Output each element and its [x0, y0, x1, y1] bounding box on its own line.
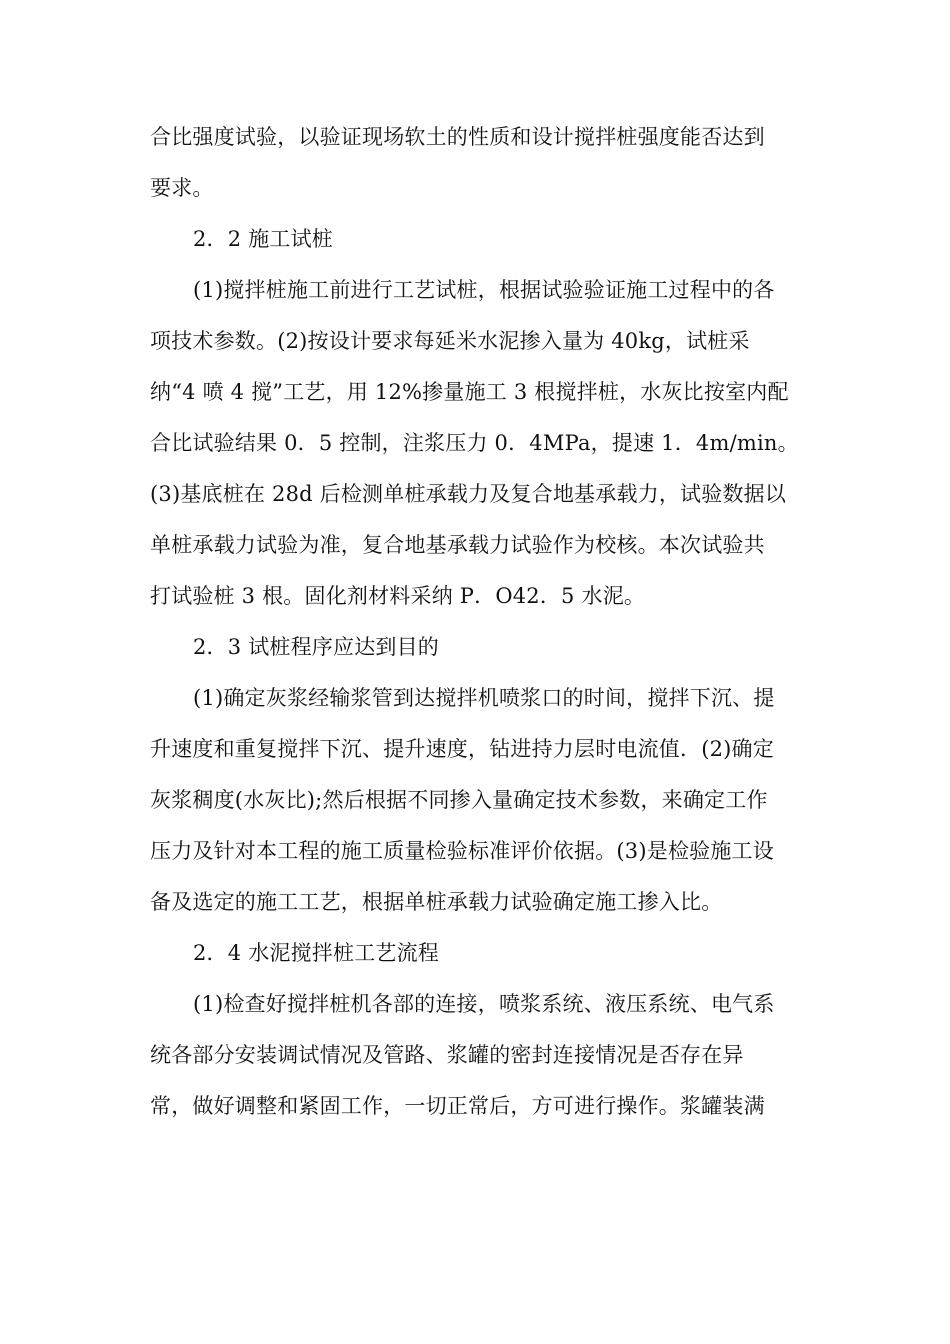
text-line: 压力及针对本工程的施工质量检验标准评价依据。(3)是检验施工设 — [150, 839, 774, 863]
text-line: 合比强度试验，以验证现场软土的性质和设计搅拌桩强度能否达到 — [150, 125, 765, 149]
text-line: 灰浆稠度(水灰比);然后根据不同掺入量确定技术参数，来确定工作 — [150, 788, 768, 812]
text-line: 备及选定的施工工艺，根据单桩承载力试验确定施工掺入比。 — [150, 890, 723, 914]
text-line: 升速度和重复搅拌下沉、提升速度，钻进持力层时电流值．(2)确定 — [150, 737, 774, 761]
document-body — [150, 112, 802, 1132]
text-line: (1)确定灰浆经输浆管到达搅拌机喷浆口的时间，搅拌下沉、提 — [193, 686, 775, 710]
text-line: (3)基底桩在 28d 后检测单桩承载力及复合地基承载力，试验数据以 — [150, 482, 787, 506]
text-line: 打试验桩 3 根。固化剂材料采纳 P．O42．5 水泥。 — [150, 584, 646, 608]
text-line: 要求。 — [150, 176, 214, 200]
text-line: 项技术参数。(2)按设计要求每延米水泥掺入量为 40kg，试桩采 — [150, 329, 750, 353]
section-heading: 2．2 施工试桩 — [193, 227, 333, 251]
text-line: 统各部分安装调试情况及管路、浆罐的密封连接情况是否存在异 — [150, 1043, 744, 1067]
text-line: 合比试验结果 0．5 控制，注浆压力 0．4MPa，提速 1．4m/min。 — [150, 431, 799, 455]
text-line: 常，做好调整和紧固工作，一切正常后，方可进行操作。浆罐装满 — [150, 1094, 765, 1118]
section-heading: 2．3 试桩程序应达到目的 — [193, 635, 439, 659]
section-heading: 2．4 水泥搅拌桩工艺流程 — [193, 941, 439, 965]
text-line: 纳“4 喷 4 搅”工艺，用 12%掺量施工 3 根搅拌桩，水灰比按室内配 — [150, 380, 789, 404]
text-line: (1)检查好搅拌桩机各部的连接，喷浆系统、液压系统、电气系 — [193, 992, 775, 1016]
text-line: 单桩承载力试验为准，复合地基承载力试验作为校核。本次试验共 — [150, 533, 765, 557]
text-line: (1)搅拌桩施工前进行工艺试桩，根据试验验证施工过程中的各 — [193, 278, 775, 302]
